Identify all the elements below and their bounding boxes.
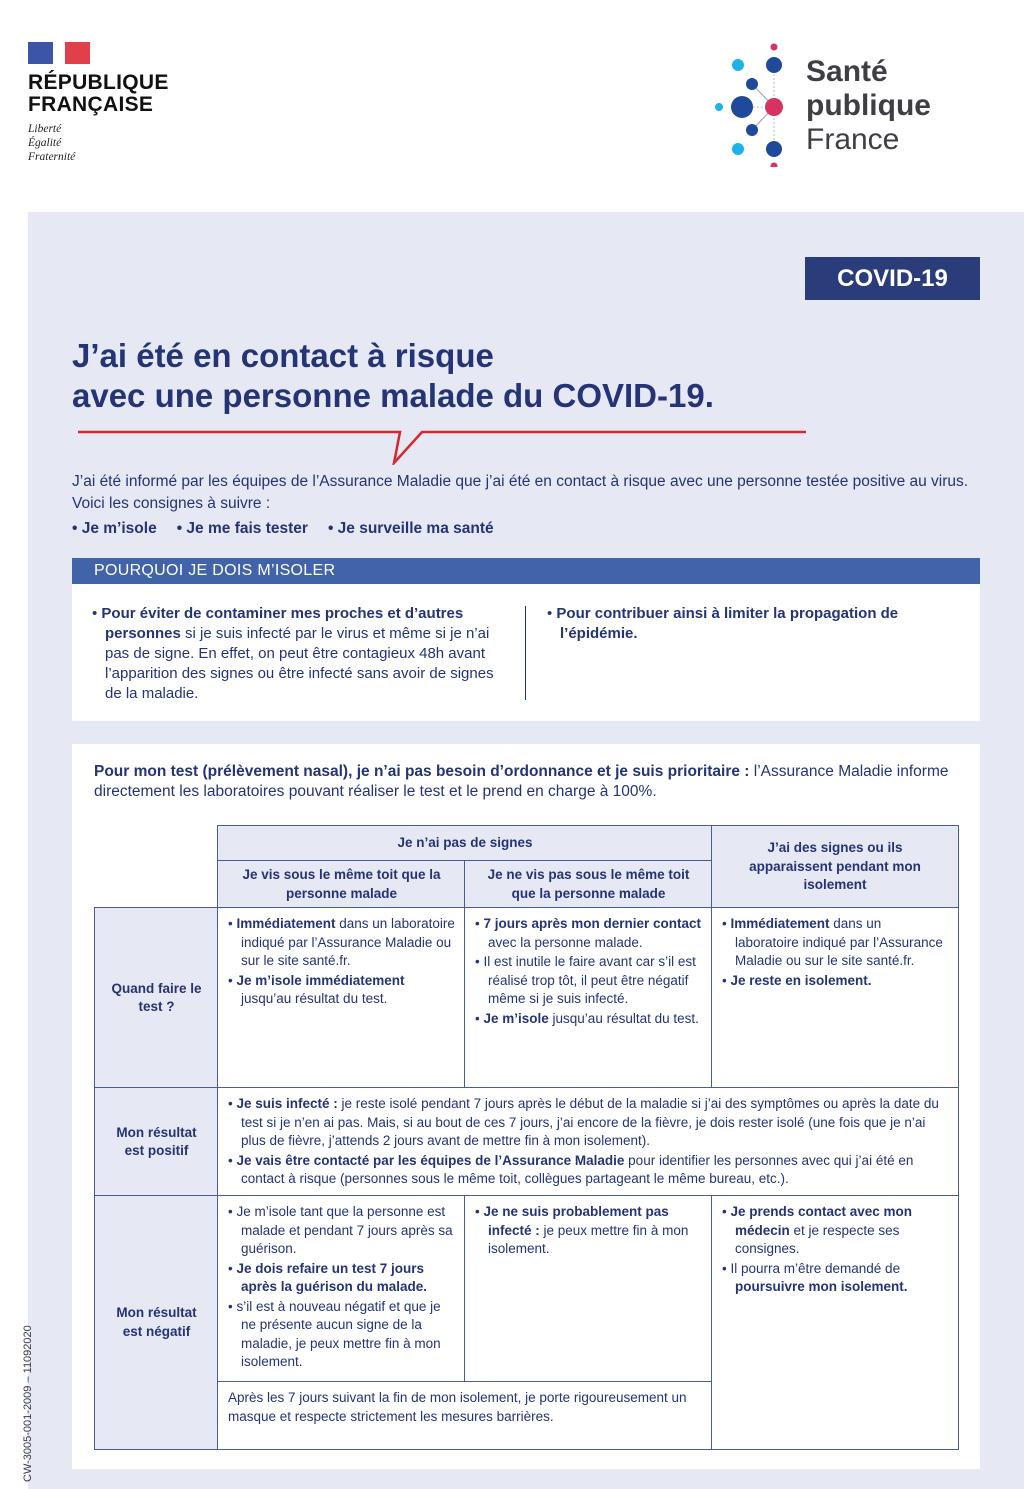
- why-reason-1: • Pour éviter de contaminer mes proches et d’autres personnes si je suis infecté par le virus et même si je n’ai pas de signe. En effet, on peut être contagieux 48h avant l’apparition des signes ou être infecté sans avoir de signes de la maladie.: [92, 605, 494, 702]
- positive-cell: [217, 1087, 959, 1197]
- when-not-same-roof-cell: [464, 907, 713, 1089]
- list-item: • Je ne suis probablement pas infecté : je peux mettre fin à mon isolement.: [475, 1204, 689, 1256]
- header-no-signs: Je n’ai pas de signes: [217, 825, 713, 862]
- republique-motto: Liberté Égalité Fraternité: [28, 123, 76, 163]
- list-item: • Je dois refaire un test 7 jours après la guérison du malade.: [228, 1260, 428, 1294]
- list-item: • Je vais être contacté par les équipes de l’Assurance Maladie pour identifier les personnes avec qui j’ai été en contact à risque (personnes sous le même toit, collègues partageant le même bureau, etc.).: [228, 1152, 914, 1186]
- list-item: • 7 jours après mon dernier contact avec la personne malade.: [475, 916, 702, 950]
- negative-same-roof-cell: [217, 1195, 466, 1383]
- marianne-flag-icon: [28, 42, 90, 64]
- negative-not-same-roof-cell: [464, 1195, 713, 1383]
- list-item: • Il est inutile le faire avant car s’il est réalisé trop tôt, il peut être négatif même si je suis infecté.: [475, 954, 696, 1006]
- header-not-same-roof: Je ne vis pas sous le même toit que la personne malade: [464, 860, 713, 909]
- list-item: • Je m’isole jusqu’au résultat du test.: [475, 1010, 699, 1026]
- intro-text: J’ai été informé par les équipes de l’Assurance Maladie que j’ai été en contact à risque avec une personne testée positive au virus. Voici les consignes à suivre :: [72, 473, 969, 512]
- list-item: • Je m’isole immédiatement jusqu’au résultat du test.: [228, 972, 405, 1006]
- republique-name: RÉPUBLIQUE FRANÇAISE: [28, 71, 169, 116]
- list-item: • Je reste en isolement.: [722, 972, 872, 988]
- sante-publique-france-wordmark: Santé publique France: [806, 55, 931, 156]
- list-item: • Immédiatement dans un laboratoire indiqué par l’Assurance Maladie ou sur le site santé.fr.: [722, 916, 943, 968]
- list-item: • Je suis infecté : je reste isolé pendant 7 jours après le début de la maladie si j’ai des symptômes ou après la date du test si je n’en ai pas. Mais, si au bout de ces 7 jours, j’ai encore de la fièvre, je dois rester isolé (une fois que je n’ai plus de fièvre, j’attends 2 jours avant de mettre fin à mon isolement).: [228, 1096, 939, 1148]
- column-divider: [525, 606, 526, 700]
- when-same-roof-cell: [217, 907, 466, 1089]
- speech-callout-line: [70, 425, 810, 465]
- test-intro: Pour mon test (prélèvement nasal), je n’ai pas besoin d’ordonnance et je suis prioritaire : l’Assurance Maladie informe directement les laboratoires pouvant réaliser le test et le prend en charge à 100%.: [94, 763, 949, 800]
- page-title: J’ai été en contact à risque avec une personne malade du COVID-19.: [72, 337, 714, 414]
- header-same-roof: Je vis sous le même toit que la personne malade: [217, 860, 466, 909]
- row-header-when: Quand faire le test ?: [94, 907, 219, 1089]
- republique-francaise-logo: [28, 42, 198, 164]
- instructions-list: [72, 520, 494, 538]
- negative-signs-cell: [711, 1195, 959, 1450]
- row-header-positive: Mon résultat est positif: [94, 1087, 219, 1197]
- section-heading-why-isolate: POURQUOI JE DOIS M’ISOLER: [72, 558, 980, 584]
- instruction-item: • Je me fais tester: [176, 520, 308, 537]
- row-header-negative: Mon résultat est négatif: [94, 1195, 219, 1450]
- list-item: • Je prends contact avec mon médecin et je respecte ses consignes.: [722, 1204, 913, 1256]
- when-signs-cell: [711, 907, 959, 1089]
- instruction-item: • Je surveille ma santé: [327, 520, 494, 537]
- why-reason-2: • Pour contribuer ainsi à limiter la propagation de l’épidémie.: [547, 605, 899, 642]
- instruction-item: • Je m’isole: [72, 520, 157, 537]
- why-isolate-box: [72, 584, 980, 721]
- document-reference: CW-3005-001-2009 – 11092020: [22, 1325, 34, 1482]
- list-item: • Immédiatement dans un laboratoire indiqué par l’Assurance Maladie ou sur le site santé.fr.: [228, 916, 455, 968]
- header-signs: J’ai des signes ou ils apparaissent pendant mon isolement: [711, 825, 959, 909]
- list-item: • Il pourra m’être demandé de poursuivre mon isolement.: [722, 1260, 908, 1294]
- list-item: • Je m’isole tant que la personne est malade et pendant 7 jours après sa guérison.: [228, 1204, 453, 1256]
- covid-tag: COVID-19: [805, 257, 980, 300]
- list-item: • s’il est à nouveau négatif et que je ne présente aucun signe de la maladie, je peux mettre fin à mon isolement.: [228, 1298, 441, 1369]
- negative-after-cell: Après les 7 jours suivant la fin de mon isolement, je porte rigoureusement un masque et respecte strictement les mesures barrières.: [217, 1381, 713, 1450]
